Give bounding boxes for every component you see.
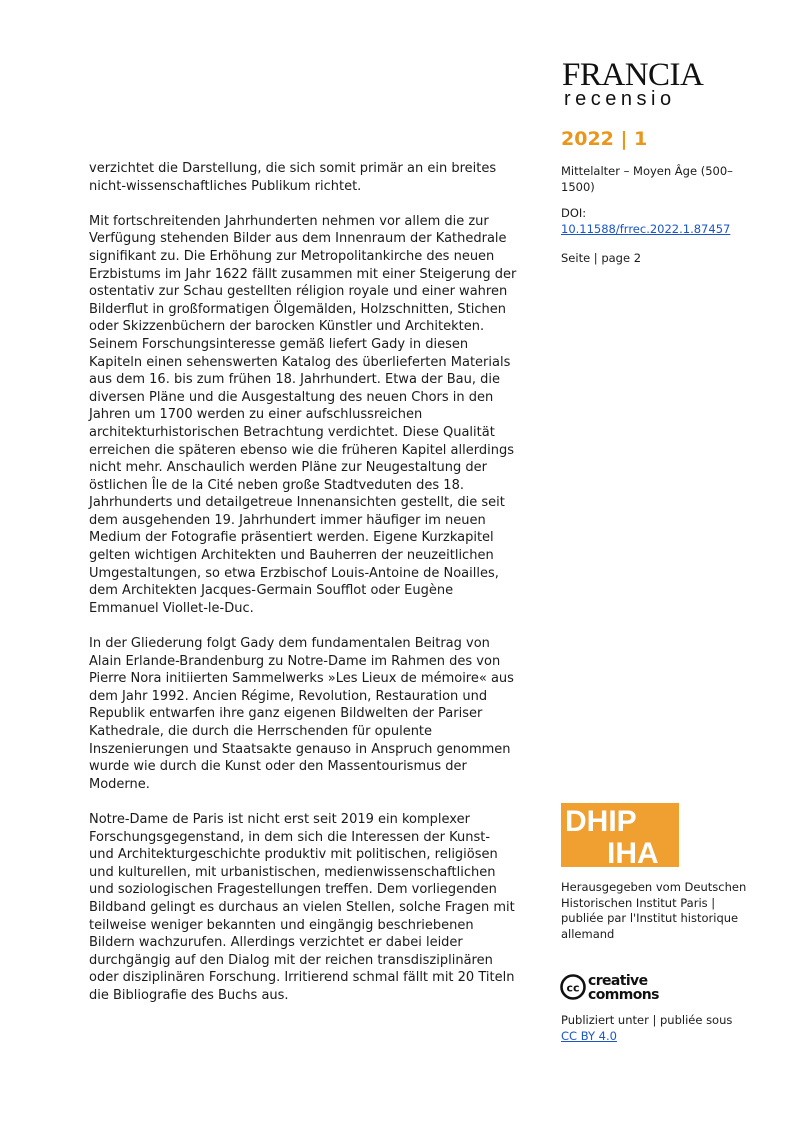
doi-block: [561, 206, 761, 237]
dhip-logo-top-text: DHIP: [565, 805, 637, 838]
dhip-logo-bottom-text: IHA: [607, 837, 659, 867]
cc-word-commons: commons: [588, 987, 659, 1002]
creative-commons-logo: [560, 972, 684, 1002]
logo-recensio-text: recensio: [564, 88, 676, 110]
body-paragraph: In der Gliederung folgt Gady dem fundamentalen Beitrag von Alain Erlande-Brandenburg zu Notre-Dame im Rahmen des von Pierre Nora initiierten Sammelwerks »Les Lieux de mémoire« aus dem Jahr 1992. Ancien Régime, Revolution, Restauration und Republik entwarfen ihre ganz eigenen Bildwelten der Pariser Kathedrale, die durch die Herrschenden für opulente Inszenierungen und Staatsakte genauso in Anspruch genommen wurde wie durch die Kunst oder den Massentourismus der Moderne.: [89, 636, 514, 792]
doi-link[interactable]: 10.11588/frrec.2022.1.87457: [561, 221, 731, 236]
body-paragraph: Mit fortschreitenden Jahrhunderten nehmen vor allem die zur Verfügung stehenden Bilder aus dem Innenraum der Kathedrale signifikant zu. Die Erhöhung zur Metropolitankirche des neuen Erzbistums im Jahr 1622 fällt zusammen mit einer Steigerung der ostentativ zur Schau gestellten réligion royale und einer wahren Bilderflut in großformatigen Ölgemälden, Holzschnitten, Stichen oder Skizzenbüchern der barocken Künstler und Architekten. Seinem Forschungsinteresse gemäß liefert Gady in diesen Kapiteln einen sehenswerten Katalog des überlieferten Materials aus dem 16. bis zum frühen 18. Jahrhundert. Etwa der Bau, die diversen Pläne und die Ausgestaltung des neuen Chors in den Jahren um 1700 werden zu einer aufschlussreichen architekturhistorischen Betrachtung verdichtet. Diese Qualität erreichen die späteren ebenso wie die früheren Kapitel allerdings nicht mehr. Anschaulich werden Pläne zur Neugestaltung der östlichen Île de la Cité neben große Stadtveduten des 18. Jahrhunderts und detailgetreue Innenansichten gestellt, die seit dem ausgehenden 19. Jahrhundert immer häufiger im neuen Medium der Fotografie präsentiert werden. Eigene Kurzkapitel gelten wichtigen Architekten und Bauherren der neuzeitlichen Umgestaltungen, so etwa Erzbischof Louis-Antoine de Noailles, dem Architekten Jacques-Germain Soufflot oder Eugène Emmanuel Viollet-le-Duc.: [89, 213, 517, 616]
body-paragraph: Notre-Dame de Paris ist nicht erst seit 2019 ein komplexer Forschungsgegenstand, in dem sich die Interessen der Kunst- und Architekturgeschichte produktiv mit politischen, religiösen und kulturellen, mit urbanistischen, medienwissenschaftlichen und soziologischen Fragestellungen treffen. Dem vorliegenden Bildband gelingt es durchaus an vielen Stellen, solche Fragen mit teilweise weniger bekannten und eingängig beschriebenen Bildern wachzurufen. Allerdings verzichtet er dabei leider durchgängig auf den Dialog mit der reichen transdisziplinären oder disziplinären Forschung. Irritierend schmal fällt mit 20 Titeln die Bibliografie des Buchs aus.: [89, 811, 515, 1003]
body-paragraph: verzichtet die Darstellung, die sich somit primär an ein breites nicht-wissenschaftliches Publikum richtet.: [89, 161, 497, 194]
doi-label: DOI:: [561, 206, 587, 220]
period-label: Mittelalter – Moyen Âge (500–1500): [561, 164, 733, 194]
page-number: Seite | page 2: [561, 251, 642, 265]
cc-badge-text: cc: [566, 981, 580, 995]
dhip-iha-logo: [561, 803, 679, 867]
francia-recensio-logo: [562, 57, 722, 110]
issue-number: 2022 | 1: [561, 128, 648, 150]
publisher-note: Herausgegeben vom Deutschen Historischen Institut Paris | publiée par l'Institut historique allemand: [561, 880, 747, 941]
cc-word-creative: creative: [588, 973, 648, 989]
review-body: [89, 160, 517, 1022]
license-label: Publiziert unter | publiée sous: [561, 1013, 733, 1027]
license-link[interactable]: CC BY 4.0: [561, 1028, 617, 1043]
license-block: [561, 1013, 761, 1044]
logo-francia-text: FRANCIA: [562, 57, 704, 93]
